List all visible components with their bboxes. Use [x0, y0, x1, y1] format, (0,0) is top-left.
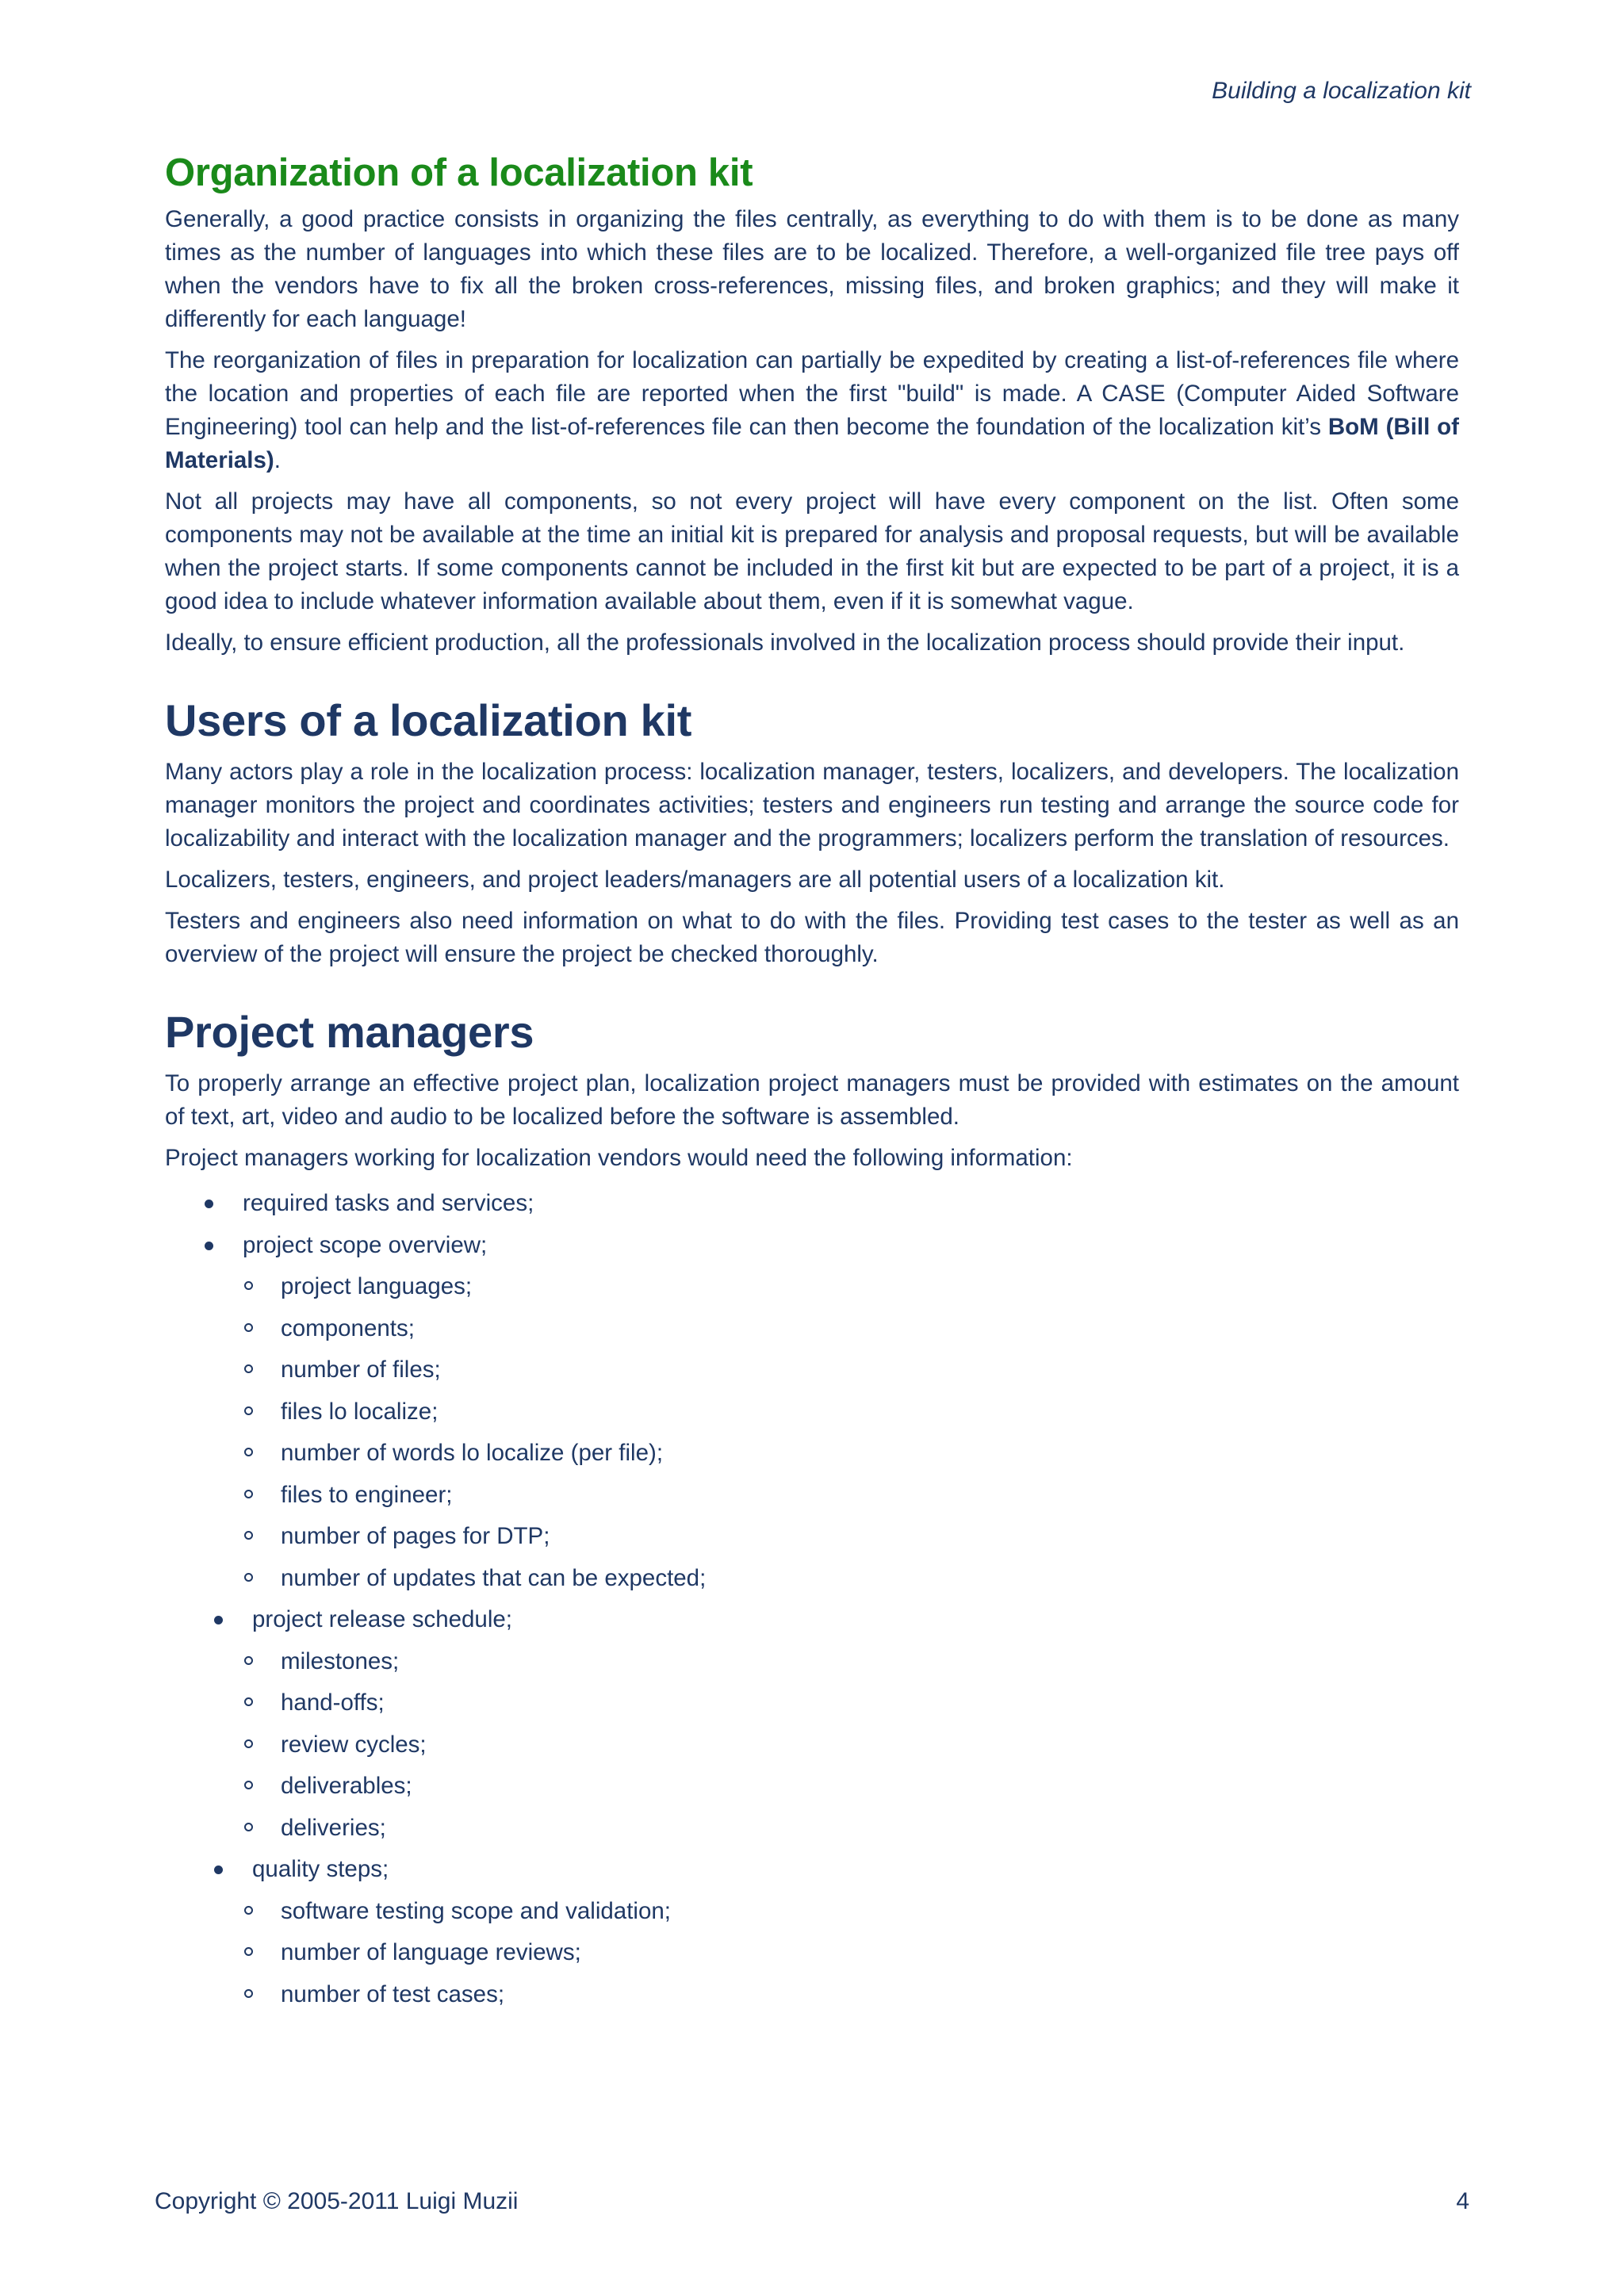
organization-paragraph-4: Ideally, to ensure efficient production, all the professionals involved in the localization process should provide their input. — [165, 629, 1405, 656]
sub-list-item — [165, 1766, 1459, 1808]
sub-list-item — [165, 1349, 1459, 1391]
sub-list-item — [165, 1891, 1459, 1933]
sub-list-item — [165, 1433, 1459, 1475]
list-item-text: required tasks and services; — [243, 1190, 534, 1216]
bullet-circle-icon — [244, 1989, 253, 1998]
bullet-dot-icon — [214, 1866, 223, 1874]
users-paragraph-2: Localizers, testers, engineers, and project leaders/managers are all potential users of a localization kit. — [165, 867, 1225, 893]
sub-list-item — [165, 1641, 1459, 1683]
bullet-circle-icon — [244, 1323, 253, 1332]
list-item-text: project release schedule; — [252, 1606, 512, 1632]
organization-p2-text: The reorganization of files in preparation for localization can partially be expedited by creating a list-of-references file where the location and properties of each file are reported when the first "build" is made. A CASE (Computer Aided Software Engineering) tool can help and the list-of-references file can then become the foundation of the localization kit’s — [165, 347, 1459, 440]
list-item-text: components; — [281, 1314, 415, 1341]
bom-term: BoM (Bill of Materials) — [165, 414, 1459, 473]
bullet-circle-icon — [244, 1906, 253, 1915]
bullet-circle-icon — [244, 1448, 253, 1456]
bullet-circle-icon — [244, 1531, 253, 1540]
list-item-text: number of updates that can be expected; — [281, 1564, 707, 1591]
list-item — [165, 1225, 1459, 1267]
list-item-text: deliverables; — [281, 1773, 412, 1799]
bullet-circle-icon — [244, 1573, 253, 1582]
bullet-circle-icon — [244, 1739, 253, 1748]
bullet-circle-icon — [244, 1781, 253, 1789]
organization-paragraph-2 — [165, 344, 1459, 477]
list-item-text: project scope overview; — [243, 1231, 488, 1258]
sub-list-item — [165, 1808, 1459, 1850]
users-paragraph-3: Testers and engineers also need information on what to do with the files. Providing test cases to the tester as well as an overview of the project will ensure the project be checked thoroughly. — [165, 908, 1459, 967]
sub-list-item — [165, 1475, 1459, 1517]
footer-copyright: Copyright © 2005-2011 Luigi Muzii — [155, 2188, 519, 2214]
users-paragraph-1: Many actors play a role in the localization process: localization manager, testers, localizers, and developers. The localization manager monitors the project and coordinates activities; testers and engineers run testing and arrange the source code for localizability and interact with the localization manager and the programmers; localizers perform the translation of resources. — [165, 759, 1459, 851]
list-item-text: number of pages for DTP; — [281, 1523, 550, 1549]
running-header: Building a localization kit — [1212, 78, 1471, 104]
list-item-text: files to engineer; — [281, 1481, 453, 1508]
bullet-circle-icon — [244, 1656, 253, 1665]
bullet-circle-icon — [244, 1697, 253, 1706]
list-item-text: number of files; — [281, 1357, 441, 1383]
list-item — [165, 1599, 1459, 1641]
bullet-dot-icon — [205, 1200, 213, 1208]
sub-list-item — [165, 1682, 1459, 1724]
bullet-circle-icon — [244, 1281, 253, 1290]
sub-list-item — [165, 1266, 1459, 1308]
sub-list-item — [165, 1932, 1459, 1974]
list-item-text: hand-offs; — [281, 1689, 385, 1716]
page-number: 4 — [1456, 2188, 1469, 2214]
list-item — [165, 1183, 1459, 1225]
organization-p2-end: . — [274, 447, 281, 473]
heading-organization: Organization of a localization kit — [165, 151, 753, 194]
sub-list-item — [165, 1558, 1459, 1600]
list-item-text: software testing scope and validation; — [281, 1897, 671, 1924]
list-item-text: number of language reviews; — [281, 1939, 581, 1965]
bullet-circle-icon — [244, 1823, 253, 1831]
list-item-text: number of words lo localize (per file); — [281, 1440, 664, 1466]
sub-list-item — [165, 1974, 1459, 2016]
list-item-text: project languages; — [281, 1273, 473, 1299]
list-item-text: files lo localize; — [281, 1398, 439, 1425]
list-item-text: quality steps; — [252, 1856, 389, 1882]
list-item-text: milestones; — [281, 1647, 400, 1674]
bullet-circle-icon — [244, 1406, 253, 1415]
organization-paragraph-3: Not all projects may have all components, so not every project will have every component on the list. Often some components may not be available at the time an initial kit is prepared for analysis and proposal requests, but will be available when the project starts. If some components cannot be included in the first kit but are expected to be part of a project, it is a good idea to include whatever information available about them, even if it is somewhat vague. — [165, 488, 1459, 614]
heading-users: Users of a localization kit — [165, 695, 692, 745]
bullet-circle-icon — [244, 1364, 253, 1373]
pm-info-list — [165, 1183, 1459, 2015]
pm-paragraph-2: Project managers working for localization vendors would need the following information: — [165, 1145, 1073, 1171]
sub-list-item — [165, 1516, 1459, 1558]
sub-list-item — [165, 1724, 1459, 1766]
sub-list-item — [165, 1308, 1459, 1350]
list-item — [165, 1849, 1459, 1891]
bullet-dot-icon — [214, 1616, 223, 1624]
page-content — [165, 151, 1459, 2015]
list-item-text: number of test cases; — [281, 1980, 505, 2007]
list-item-text: review cycles; — [281, 1731, 427, 1758]
pm-paragraph-1: To properly arrange an effective project plan, localization project managers must be provided with estimates on the amount of text, art, video and audio to be localized before the software is assembled. — [165, 1070, 1459, 1130]
bullet-circle-icon — [244, 1947, 253, 1956]
sub-list-item — [165, 1391, 1459, 1433]
organization-paragraph-1: Generally, a good practice consists in organizing the files centrally, as everything to do with them is to be done as many times as the number of languages into which these files are to be localized. Therefore, a well-organized file tree pays off when the vendors have to fix all the broken cross-references, missing files, and broken graphics; and they will make it differently for each language! — [165, 206, 1459, 332]
heading-project-managers: Project managers — [165, 1007, 534, 1057]
bullet-dot-icon — [205, 1242, 213, 1250]
bullet-circle-icon — [244, 1490, 253, 1498]
list-item-text: deliveries; — [281, 1814, 386, 1841]
